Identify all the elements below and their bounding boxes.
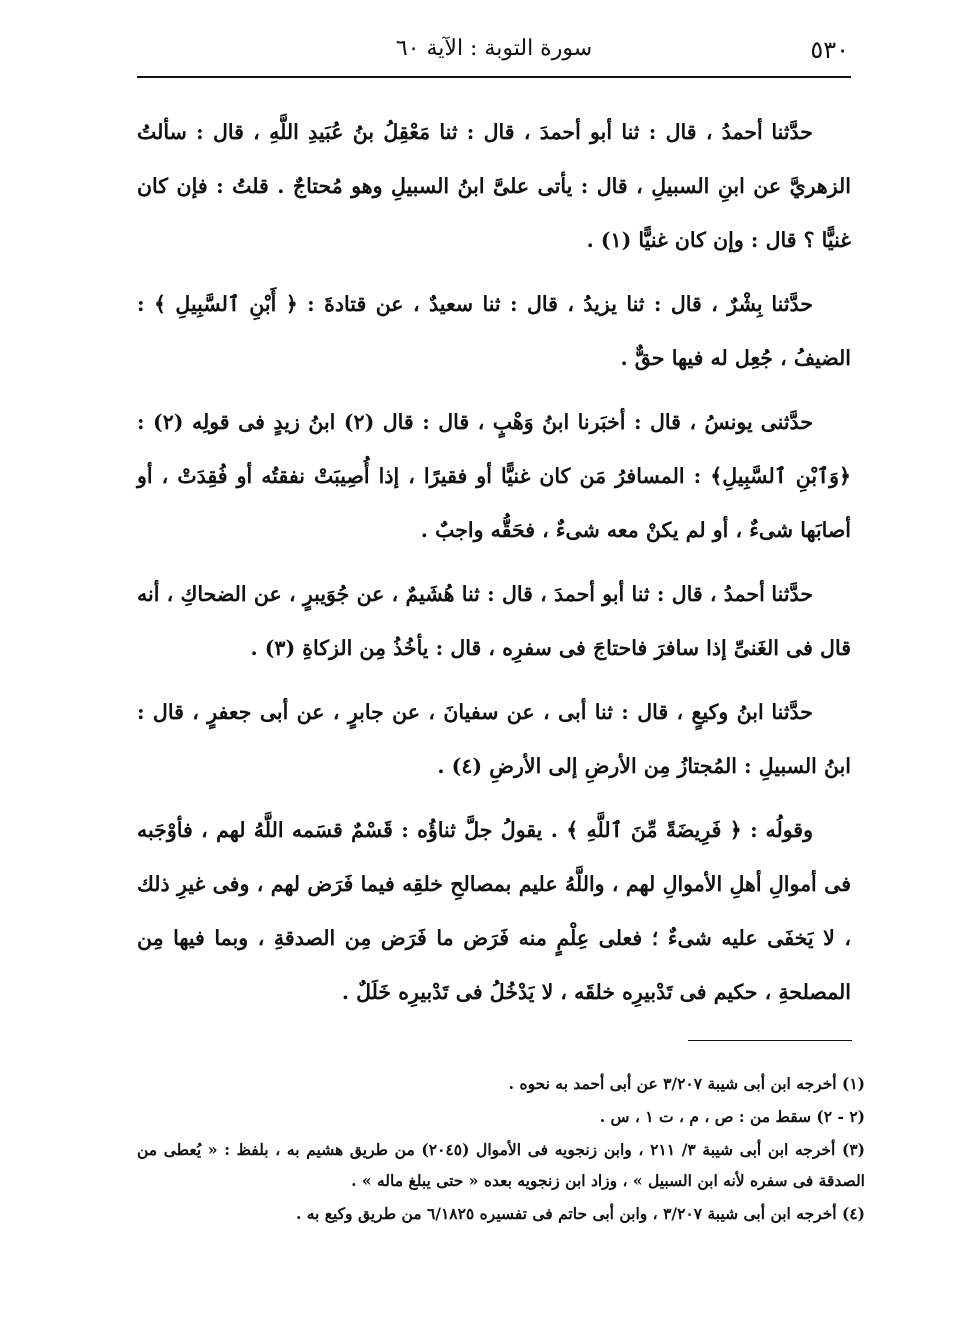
paragraph-lead: وقولُه (765, 818, 813, 842)
running-title: سورة التوبة : الآية ٦٠ (395, 36, 593, 61)
commentary-paragraph (137, 803, 851, 1019)
hadith-paragraph (137, 105, 851, 267)
paragraph-text: بِشْرٌ ، قال : ثنا يزيدُ ، قال : ثنا سعيدٌ ، عن قتادةَ : ﴿ أَبْنِ ٱلسَّبِيلِ ﴾ : الضيفُ ، جُعِل له فيها حقٌّ . (137, 292, 851, 370)
paragraph-lead: حدَّثنا (771, 700, 813, 724)
main-text (137, 105, 851, 1029)
footnote: (٣) أخرجه ابن أبى شيبة ٣/ ٢١١ ، وابن زنجويه فى الأموال (٢٠٤٥) من طريق هشيم به ، بلفظ : « يُعطى من الصدقة فى سفره لأنه ابن السبيل » ، وزاد ابن زنجويه بعده « حتى يبلغ ماله » . (137, 1140, 865, 1190)
hadith-paragraph (137, 395, 851, 557)
footnote: (٤) أخرجه ابن أبى شيبة ٣/٢٠٧ ، وابن أبى حاتم فى تفسيره ٦/١٨٢٥ من طريق وكيع به . (295, 1204, 865, 1223)
hadith-paragraph (137, 685, 851, 793)
footnote: (١) أخرجه ابن أبى شيبة ٣/٢٠٧ عن أبى أحمد به نحوه . (508, 1074, 865, 1093)
paragraph-lead: حدَّثنا (771, 120, 813, 144)
paragraph-lead: حدَّثنى (760, 410, 813, 434)
paragraph-text: يونسُ ، قال : أخبَرنا ابنُ وَهْبٍ ، قال : قال (٢) ابنُ زيدٍ فى قولِه (٢) : ﴿وَٱبْنِ ٱلسَّبِيلِ﴾ : المسافرُ مَن كان غنيًّا أو فقيرًا ، إذا أُصِيبَتْ نفقتُه أو فُقِدَتْ ، أو أصابَها شىءٌ ، أو لم يكنْ معه شىءٌ ، فحَقُّه واجبٌ . (137, 410, 851, 542)
paragraph-lead: حدَّثنا (771, 292, 813, 316)
hadith-paragraph (137, 277, 851, 385)
paragraph-text: أحمدُ ، قال : ثنا أبو أحمدَ ، قال : ثنا مَعْقِلُ بنُ عُبَيدِ اللَّهِ ، قال : سألتُ الزهريَّ عن ابنِ السبيلِ ، قال : يأتى علىَّ ابنُ السبيلِ وهو مُحتاجٌ . قلتُ : فإن كان غنيًّا ؟ قال : وإن كان غنيًّا (١) . (137, 120, 851, 252)
hadith-paragraph (137, 567, 851, 675)
page-header (137, 28, 851, 78)
page-number: ٥٣٠ (810, 36, 849, 64)
paragraph-text: أحمدُ ، قال : ثنا أبو أحمدَ ، قال : ثنا هُشَيمٌ ، عن جُوَيبرٍ ، عن الضحاكِ ، أنه قال فى الغَنىِّ إذا سافرَ فاحتاجَ فى سفرِه ، قال : يأخُذُ مِن الزكاةِ (٣) . (137, 582, 851, 660)
footnote-divider (688, 1040, 852, 1041)
footnotes (137, 1068, 865, 1231)
paragraph-lead: حدَّثنا (771, 582, 813, 606)
footnote: (٢ - ٢) سقط من : ص ، م ، ت ١ ، س . (599, 1107, 865, 1126)
paragraph-text: : ﴿ فَرِيضَةً مِّنَ ٱللَّهِ ﴾ . يقولُ جلَّ ثناؤُه : قَسْمٌ قسَمه اللَّهُ لهم ، فأوْجَبه فى أموالِ أهلِ الأموالِ لهم ، واللَّهُ عليم بمصالحِ خلقِه فيما فَرَض لهم ، وفى غيرِ ذلك ، لا يَخفَى عليه شىءٌ ؛ فعلى عِلْمٍ منه فَرَض ما فَرَض مِن الصدقةِ ، وبما فيها مِن المصلحةِ ، حكيم فى تَدْبيرِه خلقَه ، لا يَدْخُلُ فى تَدْبيرِه خَلَلٌ . (137, 818, 851, 1004)
paragraph-text: ابنُ وكيعٍ ، قال : ثنا أبى ، عن سفيانَ ، عن جابرٍ ، عن أبى جعفرٍ ، قال : ابنُ السبيلِ : المُجتازُ مِن الأرضِ إلى الأرضِ (٤) . (137, 700, 851, 778)
